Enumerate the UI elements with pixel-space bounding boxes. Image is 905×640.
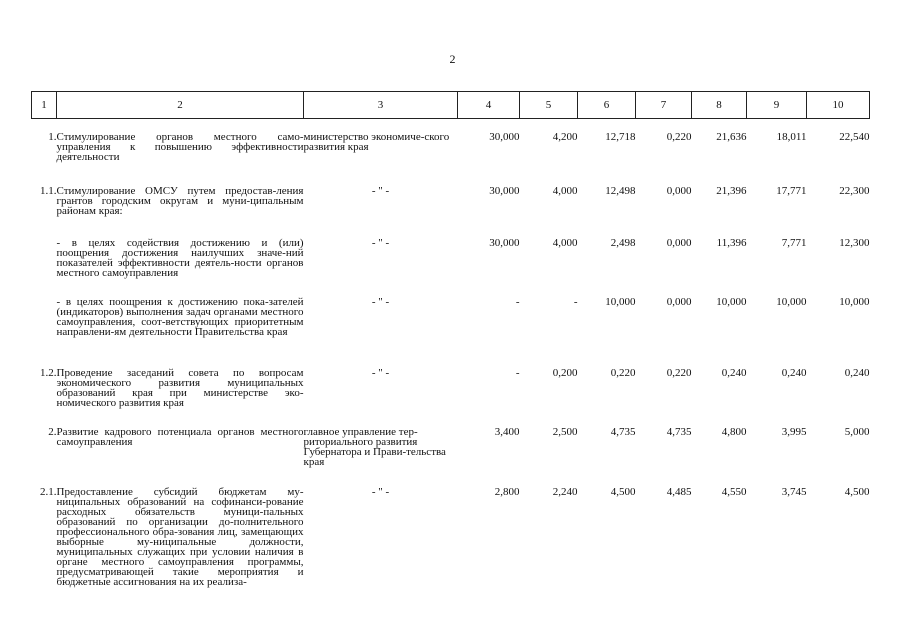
row-value: 3,400: [494, 426, 520, 438]
row-value: 30,000: [489, 131, 520, 143]
row-value: -: [515, 367, 520, 379]
row-value: 4,000: [552, 185, 578, 197]
row-executor: министерство экономиче-ского развития края: [303, 131, 450, 153]
row-value: 4,200: [552, 131, 578, 143]
row-executor: - " -: [371, 237, 390, 249]
row-value: 12,498: [605, 185, 636, 197]
row-value: 2,498: [610, 237, 636, 249]
row-value: 21,396: [716, 185, 747, 197]
column-header: 7: [636, 92, 692, 119]
column-header: 10: [807, 92, 870, 119]
table-row: [32, 368, 870, 427]
column-header: 8: [692, 92, 747, 119]
row-value: 2,500: [552, 426, 578, 438]
row-value: 4,800: [721, 426, 747, 438]
row-value: 22,300: [839, 185, 870, 197]
row-value: 3,995: [781, 426, 807, 438]
row-value: 4,550: [721, 486, 747, 498]
row-number: [32, 297, 57, 368]
row-value: 5,000: [844, 426, 870, 438]
row-value: 0,000: [666, 296, 692, 308]
row-value: 10,000: [716, 296, 747, 308]
row-value: 4,000: [552, 237, 578, 249]
row-value: 2,240: [552, 486, 578, 498]
row-executor: - " -: [371, 185, 390, 197]
row-value: 0,220: [666, 367, 692, 379]
row-description: - в целях содействия достижению и (или) поощрения достижения наилучших значе-ний показателей эффективности деятель-ности органов местного самоуправления: [56, 237, 304, 279]
table-row: [32, 487, 870, 587]
row-value: 0,000: [666, 237, 692, 249]
row-number: 2.: [48, 426, 57, 438]
row-number: 1.2.: [40, 367, 57, 379]
row-value: 0,240: [721, 367, 747, 379]
table-row: [32, 119, 870, 187]
column-header: 5: [520, 92, 578, 119]
table-row: [32, 238, 870, 297]
column-header: 6: [578, 92, 636, 119]
row-value: 12,718: [605, 131, 636, 143]
row-value: 30,000: [489, 237, 520, 249]
row-description: Развитие кадрового потенциала органов местного самоуправления: [56, 426, 304, 448]
row-value: 7,771: [781, 237, 807, 249]
header-row: [32, 92, 870, 119]
table-row: [32, 427, 870, 487]
row-value: 10,000: [776, 296, 807, 308]
row-value: 4,735: [610, 426, 636, 438]
row-value: 21,636: [716, 131, 747, 143]
row-executor: - " -: [371, 296, 390, 308]
row-value: 0,240: [844, 367, 870, 379]
row-value: 0,000: [666, 185, 692, 197]
column-header: 1: [32, 92, 57, 119]
row-value: 10,000: [839, 296, 870, 308]
row-description: Стимулирование органов местного само-управления к повышению эффективности деятельности: [56, 131, 304, 163]
budget-table: [31, 91, 870, 587]
row-description: Стимулирование ОМСУ путем предостав-ления грантов городским округам и муни-ципальным районам края:: [56, 185, 304, 217]
row-value: 12,300: [839, 237, 870, 249]
row-value: -: [573, 296, 578, 308]
row-value: 2,800: [494, 486, 520, 498]
column-header: 3: [304, 92, 458, 119]
row-number: 2.1.: [40, 486, 57, 498]
row-value: 4,500: [844, 486, 870, 498]
row-description: Проведение заседаний совета по вопросам экономического развития муниципальных образований края при министерстве эко-номического развития края: [56, 367, 304, 409]
column-header: 9: [747, 92, 807, 119]
row-value: 3,745: [781, 486, 807, 498]
row-value: 4,735: [666, 426, 692, 438]
row-value: 4,500: [610, 486, 636, 498]
row-value: 4,485: [666, 486, 692, 498]
row-value: 0,200: [552, 367, 578, 379]
table-row: [32, 186, 870, 238]
row-number: 1.1.: [40, 185, 57, 197]
row-value: 0,220: [610, 367, 636, 379]
row-number: [32, 238, 57, 297]
row-executor: - " -: [371, 367, 390, 379]
row-value: 0,240: [781, 367, 807, 379]
row-description: - в целях поощрения к достижению пока-зателей (индикаторов) выполнения задач органами местного самоуправления, соот-ветствующих приоритетным направлени-ям деятельности Правительства края: [56, 296, 304, 338]
table-row: [32, 297, 870, 368]
row-value: -: [515, 296, 520, 308]
row-value: 30,000: [489, 185, 520, 197]
column-header: 2: [57, 92, 304, 119]
row-number: 1.: [48, 131, 57, 143]
row-executor: главное управление тер-риториального развития Губернатора и Прави-тельства края: [303, 426, 446, 468]
row-value: 10,000: [605, 296, 636, 308]
row-value: 0,220: [666, 131, 692, 143]
page-number: 2: [449, 52, 456, 66]
column-header: 4: [458, 92, 520, 119]
row-value: 17,771: [776, 185, 807, 197]
row-description: Предоставление субсидий бюджетам му-ниципальных образований на софинанси-рование расходных обязательств муници-пальных образований по организации до-полнительного профессионального обра-зования лиц, замещающих выборные му-ниципальные должности, муниципальных служащих при условии наличия в органе местного самоуправления программы, предусматривающей такие мероприятия и бюджетные ассигнования на их реализа-: [56, 486, 304, 588]
row-value: 11,396: [716, 237, 747, 249]
row-value: 22,540: [839, 131, 870, 143]
row-value: 18,011: [776, 131, 807, 143]
row-executor: - " -: [371, 486, 390, 498]
